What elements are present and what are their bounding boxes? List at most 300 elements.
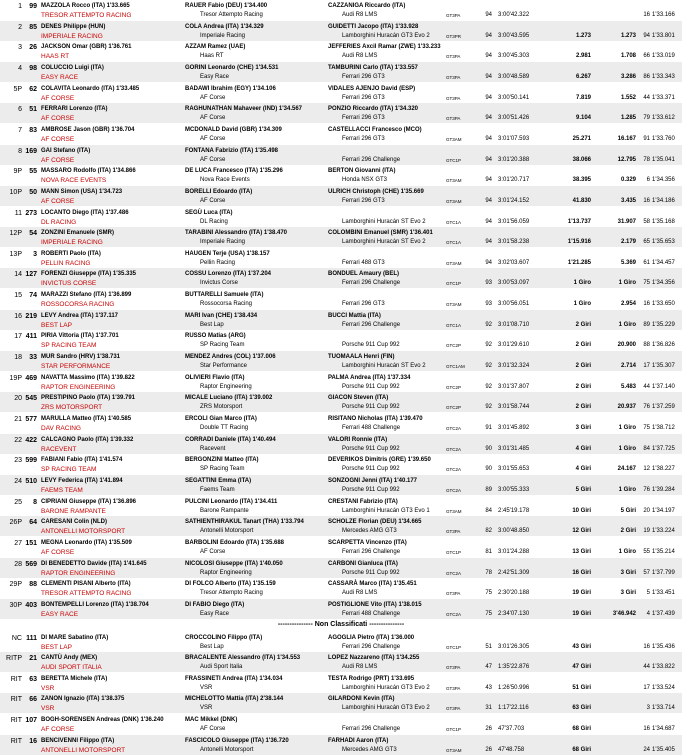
driver-3: FARHADI Aaron (ITA) <box>328 737 389 744</box>
position: 21 <box>14 416 22 423</box>
gap: 9.104 <box>575 115 591 122</box>
team-name: AF CORSE <box>41 197 75 205</box>
laps: 94 <box>485 12 492 18</box>
entrant-name: ZRS Motorsport <box>200 404 243 411</box>
interval: 1 Giro <box>618 321 636 328</box>
car-number: 66 <box>29 696 37 704</box>
position: 30P <box>9 601 22 609</box>
result-row <box>0 83 682 103</box>
interval: 1.285 <box>620 115 636 122</box>
driver-3: GILARDONI Kevin (ITA) <box>328 696 395 703</box>
car-model: Porsche 911 Cup 992 <box>342 342 400 349</box>
driver-3: CRESTANI Fabrizio (ITA) <box>328 498 398 505</box>
gap: 3 Giri <box>575 425 591 431</box>
driver-1: MARAZZI Stefano (ITA) 1'36.899 <box>41 292 132 299</box>
team-name: IMPERIALE RACING <box>41 239 103 247</box>
gap: 7.819 <box>575 94 591 101</box>
driver-1: ROBERTI Paolo (ITA) <box>41 250 101 257</box>
laps: 94 <box>485 135 492 142</box>
car-number: 99 <box>29 3 37 10</box>
driver-2: PULCINI Leonardo (ITA) 1'34.411 <box>185 498 278 505</box>
car-model: Ferrari 296 Challenge <box>342 156 401 163</box>
entrant-name: Best Lap <box>200 643 224 650</box>
position: 5P <box>13 85 22 93</box>
entrant-name: AF Corse <box>200 135 226 142</box>
driver-2: SEGÙ Luca (ITA) <box>185 209 233 216</box>
interval: 3.435 <box>620 197 636 204</box>
team-name: DAV RACING <box>41 425 81 432</box>
team-name: AF CORSE <box>41 548 75 556</box>
position: 16 <box>14 312 22 320</box>
interval: 5 Giri <box>620 507 636 514</box>
best-lap-number: 76 <box>643 486 650 493</box>
driver-3: VALORI Ronnie (ITA) <box>328 436 388 443</box>
team-name: VSR <box>41 705 55 713</box>
laps: 82 <box>485 528 492 535</box>
best-lap-time: 1'37.140 <box>652 383 675 390</box>
class-code: GTC2P <box>446 384 462 390</box>
driver-1: MANN Simon (USA) 1'34.723 <box>41 188 123 195</box>
best-lap-number: 16 <box>643 12 650 18</box>
class-code: GTC2P <box>446 405 462 411</box>
entrant-name: VSR <box>200 705 213 712</box>
position: 19P <box>9 374 22 382</box>
total-time: 3:00'45.303 <box>498 53 530 60</box>
car-number: 50 <box>29 188 37 196</box>
laps: 94 <box>485 73 492 80</box>
team-name: AF CORSE <box>41 115 75 123</box>
team-name: PELLIN RACING <box>41 259 91 267</box>
driver-1: LEVY Andrea (ITA) 1'37.117 <box>41 312 119 319</box>
car-model: Porsche 911 Cup 992 <box>342 383 400 390</box>
result-row <box>0 124 682 144</box>
laps: 43 <box>485 684 492 691</box>
driver-2: DI FABIO Diego (ITA) <box>185 601 245 608</box>
entrant-name: AF Corse <box>200 94 226 101</box>
total-time: 3:00'56.051 <box>498 301 530 308</box>
car-number: 169 <box>25 147 37 155</box>
car-number: 422 <box>25 436 37 444</box>
best-lap-number: 76 <box>643 404 650 411</box>
gap: 10 Giri <box>572 507 591 514</box>
team-name: TRESOR ATTEMPTO RACING <box>41 590 132 598</box>
best-lap-time: 1'35.307 <box>652 363 675 370</box>
best-lap-number: 44 <box>643 664 650 671</box>
entrant-name: Raptor Engineering <box>200 569 252 576</box>
class-code: GTC2A <box>446 611 462 617</box>
class-code: GT3AM <box>446 747 462 753</box>
driver-3: TAMBURINI Carlo (ITA) 1'33.557 <box>328 64 418 71</box>
car-model: Ferrari 296 GT3 <box>342 301 385 308</box>
interval: 16.167 <box>617 135 636 142</box>
entrant-name: AF Corse <box>200 726 226 733</box>
gap: 1'13.737 <box>567 218 591 225</box>
driver-2: MAC Mikkel (DNK) <box>185 717 238 724</box>
driver-3: VIDALES AJENJO David (ESP) <box>328 85 416 92</box>
car-number: 55 <box>29 168 37 176</box>
entrant-name: Invictus Corse <box>200 280 239 287</box>
total-time: 3:01'20.717 <box>498 177 530 184</box>
driver-3: JEFFERIES Axcil Ramar (ZWE) 1'33.233 <box>328 44 441 51</box>
driver-2: BERGONZINI Matteo (ITA) <box>185 457 259 464</box>
gap: 1 Giro <box>573 301 591 308</box>
class-code: GT3PA <box>446 706 461 712</box>
team-name: ZRS MOTORSPORT <box>41 404 103 412</box>
best-lap-number: 17 <box>643 684 650 691</box>
driver-2: HAUGEN Terje (USA) 1'38.157 <box>185 250 270 257</box>
interval: 1.273 <box>620 32 636 39</box>
gap: 38.395 <box>572 177 591 184</box>
best-lap-number: 44 <box>643 94 650 101</box>
best-lap-number: 65 <box>643 239 650 246</box>
result-row <box>0 652 682 672</box>
gap: 2 Giri <box>575 383 591 390</box>
interval: 5.369 <box>620 259 636 266</box>
driver-1: COLUCCIO Luigi (ITA) <box>41 64 104 71</box>
entrant-name: Imperiale Racing <box>200 239 246 246</box>
best-lap-time: 1'37.799 <box>652 569 675 576</box>
result-row <box>0 372 682 392</box>
best-lap-time: 1'33.524 <box>652 684 675 691</box>
car-number: 411 <box>25 333 37 341</box>
team-name: EASY RACE <box>41 73 79 81</box>
gap: 19 Giri <box>572 610 591 617</box>
team-name: ANTONELLI MOTORSPORT <box>41 746 126 754</box>
total-time: 3:00'48.850 <box>498 528 530 535</box>
car-model: Audi R8 LMS <box>342 53 378 60</box>
laps: 93 <box>485 301 492 308</box>
team-name: VSR <box>41 684 55 692</box>
total-time: 3:00'43.595 <box>498 32 530 39</box>
total-time: 3:00'55.333 <box>498 486 530 493</box>
entrant-name: Tresor Attempto Racing <box>200 12 263 18</box>
result-row <box>0 693 682 713</box>
laps: 75 <box>485 590 492 597</box>
class-code: GT3AM <box>446 302 462 308</box>
interval: 0.329 <box>620 177 636 184</box>
position: 25 <box>14 498 22 506</box>
result-row <box>0 392 682 412</box>
team-name: ROSSOCORSA RACING <box>41 301 115 309</box>
car-number: 219 <box>25 312 37 320</box>
driver-3: LOPEZ Nazzareno (ITA) 1'34.255 <box>328 655 420 662</box>
result-row <box>0 62 682 82</box>
total-time: 3:01'58.744 <box>498 404 530 411</box>
entrant-name: Raptor Engineering <box>200 383 252 390</box>
driver-1: ZANON Ignazio (ITA) 1'38.375 <box>41 696 125 703</box>
laps: 90 <box>485 466 492 473</box>
best-lap-time: 1'34.356 <box>652 177 675 184</box>
best-lap-time: 1'33.612 <box>652 115 675 122</box>
car-number: 127 <box>25 271 37 279</box>
class-code: GT3PA <box>446 95 461 101</box>
driver-3: CAZZANIGA Riccardo (ITA) <box>328 3 406 9</box>
car-model: Ferrari 296 Challenge <box>342 280 401 287</box>
laps: 94 <box>485 239 492 246</box>
car-number: 88 <box>29 581 37 589</box>
car-model: Audi R8 LMS <box>342 12 378 18</box>
car-number: 151 <box>25 539 37 547</box>
driver-3: SCHOLZE Florian (DEU) 1'34.665 <box>328 519 422 526</box>
total-time: 3:01'24.152 <box>498 197 530 204</box>
total-time: 3:00'50.141 <box>498 94 530 101</box>
best-lap-number: 78 <box>643 156 650 163</box>
gap: 12 Giri <box>572 528 591 535</box>
class-code: GTC1P <box>446 157 462 163</box>
driver-2: FASCICOLO Giuseppe (ITA) 1'36.720 <box>185 737 289 744</box>
driver-1: MARULLA Matteo (ITA) 1'40.585 <box>41 416 132 422</box>
class-code: GT3AM <box>446 198 462 204</box>
position: 26P <box>9 519 22 527</box>
entrant-name: Rossocorsa Racing <box>200 301 253 308</box>
best-lap-number: 57 <box>643 569 650 576</box>
driver-1: MAZZOLA Rocco (ITA) 1'33.665 <box>41 3 130 9</box>
team-name: TRESOR ATTEMPTO RACING <box>41 12 132 19</box>
non-classified-label: --------------- Non Classificati --------------- <box>277 620 405 628</box>
best-lap-time: 1'33.019 <box>652 53 675 60</box>
team-name: BEST LAP <box>41 643 72 651</box>
gap: 2 Giri <box>575 404 591 411</box>
best-lap-number: 91 <box>643 135 650 142</box>
driver-3: DEVERIKOS Dimitris (GRE) 1'39.650 <box>328 457 431 464</box>
laps: 78 <box>485 569 492 576</box>
position: RITP <box>6 655 22 663</box>
laps: 26 <box>485 746 492 753</box>
total-time: 3:01'45.892 <box>498 425 530 431</box>
car-model: Lamborghini Huracán GT3 Evo 2 <box>342 684 430 691</box>
position: 3 <box>18 44 22 52</box>
driver-1: BOGH-SORENSEN Andreas (DNK) 1'36.240 <box>41 717 164 724</box>
entrant-name: AF Corse <box>200 156 226 163</box>
team-name: SP RACING TEAM <box>41 342 97 350</box>
team-name: BARONE RAMPANTE <box>41 507 106 515</box>
team-name: RACEVENT <box>41 445 77 453</box>
position: 4 <box>18 64 22 72</box>
driver-2: COLA Andrea (ITA) 1'34.329 <box>185 23 264 30</box>
best-lap-time: 1'36.826 <box>652 342 675 349</box>
driver-1: CALCAGNO Paolo (ITA) 1'39.332 <box>41 436 134 443</box>
car-model: Ferrari 296 Challenge <box>342 321 401 328</box>
laps: 94 <box>485 53 492 60</box>
car-number: 21 <box>29 655 37 663</box>
driver-3: CARBONI Gianluca (ITA) <box>328 560 398 567</box>
best-lap-number: 75 <box>643 280 650 287</box>
position: 12P <box>9 230 22 238</box>
driver-2: MARI Ivan (CHE) 1'38.434 <box>185 312 258 319</box>
driver-2: NICOLOSI Giuseppe (ITA) 1'40.050 <box>185 560 283 567</box>
position: NC <box>11 634 22 642</box>
total-time: 3:02'03.607 <box>498 259 530 266</box>
class-code: GT3PA <box>446 116 461 122</box>
interval: 3.286 <box>620 73 636 80</box>
driver-1: FORENZI Giuseppe (ITA) 1'35.335 <box>41 271 137 278</box>
class-code: GT3PA <box>446 685 461 691</box>
driver-3: BONDUEL Amaury (BEL) <box>328 271 400 278</box>
car-model: Porsche 911 Cup 992 <box>342 486 400 493</box>
result-row <box>0 735 682 755</box>
car-number: 62 <box>29 85 37 93</box>
best-lap-time: 1'33.822 <box>652 664 675 671</box>
team-name: AF CORSE <box>41 135 75 143</box>
driver-1: CIPRIANI Giuseppe (ITA) 1'36.896 <box>41 498 137 505</box>
non-classified-header <box>0 620 682 632</box>
car-model: Ferrari 296 Challenge <box>342 726 401 733</box>
laps: 81 <box>485 548 492 555</box>
entrant-name: Double TT Racing <box>200 425 249 431</box>
gap: 68 Giri <box>572 726 591 733</box>
class-code: GT3PA <box>446 529 461 535</box>
driver-1: BENCIVENNI Filippo (ITA) <box>41 737 115 744</box>
driver-1: COLAVITA Leonardo (ITA) 1'33.485 <box>41 85 140 92</box>
driver-2: SEGATTINI Emma (ITA) <box>185 477 252 484</box>
driver-2: MCDONALD David (GBR) 1'34.309 <box>185 126 282 133</box>
entrant-name: AF Corse <box>200 115 226 122</box>
total-time: 1:35'22.876 <box>498 664 530 671</box>
driver-3: TUOMAALA Henri (FIN) <box>328 354 395 361</box>
best-lap-time: 1'37.439 <box>652 610 675 617</box>
result-row <box>0 310 682 330</box>
car-model: Lamborghini Huracán ST Evo 2 <box>342 218 426 225</box>
team-name: AF CORSE <box>41 156 75 164</box>
class-code: GT3AM <box>446 508 462 514</box>
team-name: NOVA RACE EVENTS <box>41 177 107 185</box>
result-row <box>0 413 682 433</box>
driver-2: DE LUCA Francesco (ITA) 1'35.296 <box>185 168 283 175</box>
car-model: Ferrari 296 GT3 <box>342 135 385 142</box>
driver-3: COLOMBINI Emanuel (SMR) 1'36.401 <box>328 230 433 237</box>
best-lap-number: 89 <box>643 321 650 328</box>
car-number: 469 <box>25 374 37 382</box>
result-row <box>0 248 682 268</box>
driver-1: DI BENEDETTO Davide (ITA) 1'41.645 <box>41 560 147 567</box>
driver-3: SCARPETTA Vincenzo (ITA) <box>328 539 407 546</box>
interval: 2.179 <box>620 239 636 246</box>
laps: 90 <box>485 445 492 452</box>
entrant-name: AF Corse <box>200 197 226 204</box>
position: 22 <box>14 436 22 444</box>
car-model: Ferrari 296 GT3 <box>342 94 385 101</box>
gap: 6.267 <box>575 73 591 80</box>
entrant-name: Imperiale Racing <box>200 32 246 39</box>
total-time: 3:01'32.324 <box>498 363 530 370</box>
position: 28 <box>14 560 22 568</box>
interval: 3'46.942 <box>612 610 636 617</box>
driver-2: SATHIENTHIRAKUL Tanart (THA) 1'33.794 <box>185 519 304 526</box>
best-lap-time: 1'33.166 <box>652 12 675 18</box>
interval: 3 Giri <box>620 590 636 597</box>
entrant-name: Best Lap <box>200 321 224 328</box>
interval: 1 Giro <box>618 486 636 493</box>
laps: 94 <box>485 156 492 163</box>
driver-1: BONTEMPELLI Lorenzo (ITA) 1'38.704 <box>41 601 149 608</box>
driver-2: COSSU Lorenzo (ITA) 1'37.204 <box>185 271 272 278</box>
driver-3: CASSARÀ Marco (ITA) 1'35.451 <box>328 581 417 588</box>
car-number: 26 <box>29 44 37 52</box>
total-time: 1:17'22.116 <box>498 705 529 712</box>
driver-1: CARESANI Colin (NLD) <box>41 519 107 526</box>
class-code: GT3AM <box>446 260 462 266</box>
result-row <box>0 516 682 536</box>
best-lap-number: 16 <box>643 301 650 308</box>
gap: 1'15.916 <box>567 239 591 246</box>
best-lap-time: 1'33.650 <box>652 301 675 308</box>
laps: 84 <box>485 507 492 514</box>
driver-2: FONTANA Fabrizio (ITA) 1'35.498 <box>185 147 278 154</box>
best-lap-time: 1'35.436 <box>652 643 675 650</box>
best-lap-time: 1'33.343 <box>652 73 675 80</box>
car-model: Lamborghini Huracán ST Evo 2 <box>342 239 426 246</box>
laps: 31 <box>485 705 492 712</box>
driver-2: BRACALENTE Alessandro (ITA) 1'34.553 <box>185 655 301 662</box>
best-lap-number: 12 <box>643 466 650 473</box>
interval: 20.900 <box>617 342 636 349</box>
gap: 2 Giri <box>575 321 591 328</box>
class-code: GTC2A <box>446 446 462 452</box>
best-lap-time: 1'39.284 <box>652 486 675 493</box>
driver-3: GIACON Steven (ITA) <box>328 395 389 402</box>
car-number: 54 <box>29 230 37 238</box>
interval: 2.954 <box>620 301 636 308</box>
best-lap-time: 1'37.259 <box>652 404 675 411</box>
gap: 68 Giri <box>572 746 591 753</box>
best-lap-number: 66 <box>643 53 650 60</box>
best-lap-number: 6 <box>646 177 650 184</box>
driver-2: MICHELOTTO Mattia (ITA) 2'38.144 <box>185 696 284 703</box>
driver-2: RAUER Fabio (DEU) 1'34.400 <box>185 3 268 9</box>
laps: 92 <box>485 363 492 370</box>
result-row <box>0 578 682 598</box>
result-row <box>0 289 682 309</box>
best-lap-number: 16 <box>643 197 650 204</box>
total-time: 47'37.703 <box>498 726 525 733</box>
result-row <box>0 41 682 61</box>
car-model: Lamborghini Huracán GT3 Evo 2 <box>342 32 430 39</box>
best-lap-time: 1'35.168 <box>652 218 675 225</box>
best-lap-number: 58 <box>643 218 650 225</box>
total-time: 3:01'26.305 <box>498 643 530 650</box>
team-name: ANTONELLI MOTORSPORT <box>41 528 126 536</box>
class-code: GTC1P <box>446 549 462 555</box>
result-row <box>0 186 682 206</box>
interval: 2.714 <box>620 363 636 370</box>
driver-2: CROCCOLINO Filippo (ITA) <box>185 634 263 641</box>
interval: 2 Giri <box>620 528 636 535</box>
car-model: Porsche 911 Cup 992 <box>342 466 400 473</box>
laps: 94 <box>485 115 492 122</box>
driver-3: ULRICH Christoph (CHE) 1'35.669 <box>328 188 424 195</box>
car-number: 599 <box>25 457 37 465</box>
car-number: 63 <box>29 675 37 683</box>
interval: 1 Giro <box>618 548 636 555</box>
position: 13P <box>9 250 22 258</box>
driver-1: MASSARO Rodolfo (ITA) 1'34.866 <box>41 168 136 175</box>
best-lap-number: 61 <box>643 259 650 266</box>
laps: 75 <box>485 610 492 617</box>
class-code: GTC1P <box>446 281 462 287</box>
total-time: 1:26'50.996 <box>498 684 530 691</box>
driver-2: BARBOLINI Edoardo (ITA) 1'35.688 <box>185 539 284 546</box>
total-time: 3:01'07.593 <box>498 135 530 142</box>
result-row <box>0 145 682 165</box>
best-lap-number: 20 <box>643 507 650 514</box>
total-time: 3:00'42.322 <box>498 12 530 18</box>
gap: 1'21.285 <box>567 259 591 266</box>
car-model: Porsche 911 Cup 992 <box>342 404 400 411</box>
best-lap-time: 1'35.405 <box>652 746 675 753</box>
team-name: AF CORSE <box>41 94 75 102</box>
laps: 92 <box>485 321 492 328</box>
total-time: 3:01'58.238 <box>498 239 530 246</box>
